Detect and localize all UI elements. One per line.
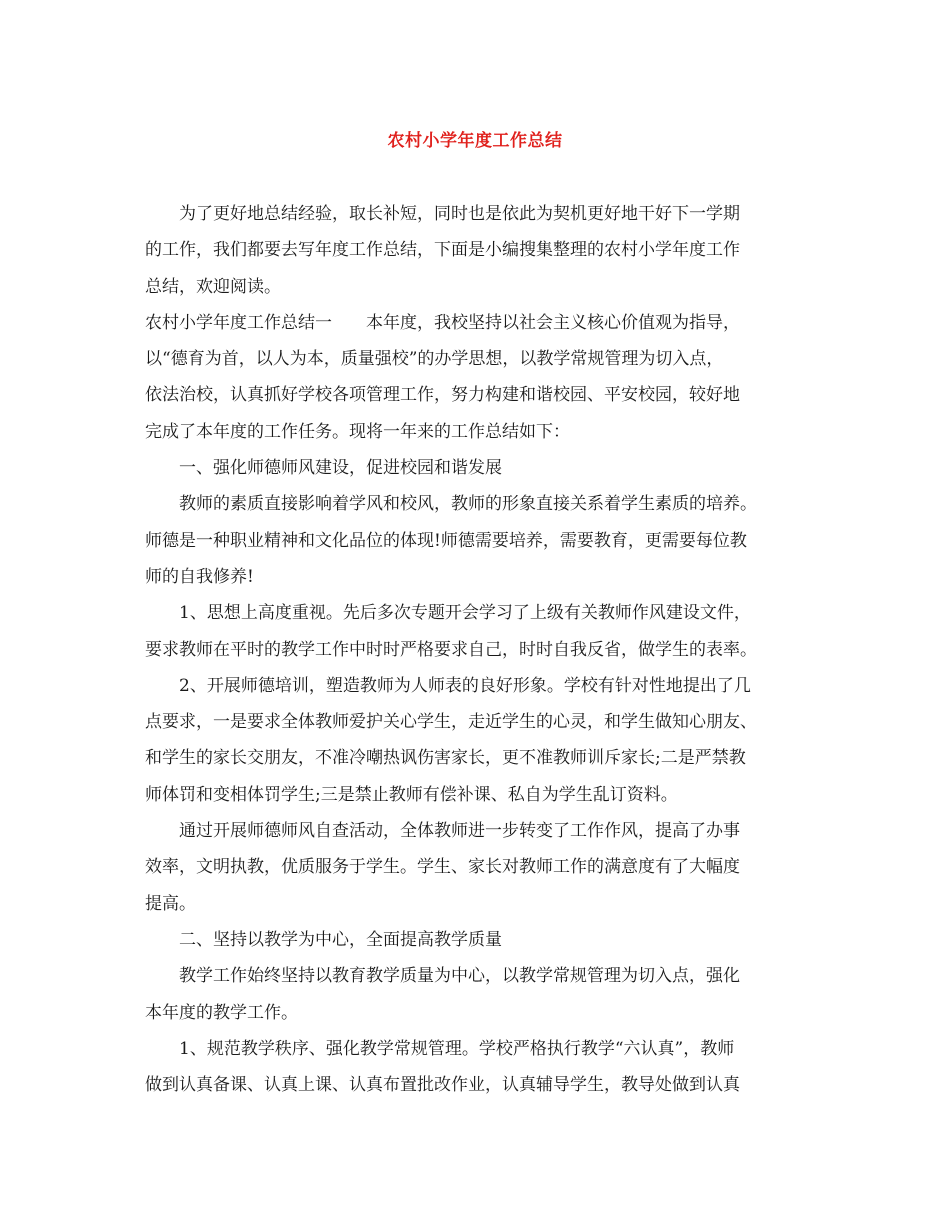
text-line: 要求教师在平时的教学工作中时时严格要求自己，时时自我反省，做学生的表率。 bbox=[145, 639, 757, 660]
text-line: 通过开展师德师风自查活动，全体教师进一步转变了工作作风，提高了办事 bbox=[179, 821, 740, 842]
text-line: 和学生的家长交朋友，不准冷嘲热讽伤害家长，更不准教师训斥家长;二是严禁教 bbox=[145, 748, 746, 769]
text-line: 师德是一种职业精神和文化品位的体现!师德需要培养，需要教育，更需要每位教 bbox=[145, 530, 747, 551]
text-line: 师体罚和变相体罚学生;三是禁止教师有偿补课、私自为学生乱订资料。 bbox=[145, 784, 678, 805]
text-line: 依法治校，认真抓好学校各项管理工作，努力构建和谐校园、平安校园，较好地 bbox=[145, 385, 740, 406]
text-line: 2、开展师德培训，塑造教师为人师表的良好形象。学校有针对性地提出了几 bbox=[179, 675, 751, 696]
text-line: 提高。 bbox=[145, 893, 196, 914]
text-line: 本年度的教学工作。 bbox=[145, 1002, 298, 1023]
text-line: 1、规范教学秩序、强化教学常规管理。学校严格执行教学“六认真”，教师 bbox=[179, 1038, 735, 1059]
text-line: 的工作，我们都要去写年度工作总结，下面是小编搜集整理的农村小学年度工作 bbox=[145, 240, 740, 261]
document-title: 农村小学年度工作总结 bbox=[387, 131, 563, 151]
text-line: 做到认真备课、认真上课、认真布置批改作业，认真辅导学生，教导处做到认真 bbox=[145, 1075, 740, 1096]
text-line: 农村小学年度工作总结一 本年度，我校坚持以社会主义核心价值观为指导， bbox=[145, 312, 740, 333]
text-line: 二、坚持以教学为中心，全面提高教学质量 bbox=[179, 929, 502, 950]
text-line: 师的自我修养! bbox=[145, 566, 254, 587]
text-line: 教学工作始终坚持以教育教学质量为中心，以教学常规管理为切入点，强化 bbox=[179, 966, 740, 987]
text-line: 点要求，一是要求全体教师爱护关心学生，走近学生的心灵，和学生做知心朋友、 bbox=[145, 712, 757, 733]
text-line: 为了更好地总结经验，取长补短，同时也是依此为契机更好地干好下一学期 bbox=[179, 204, 740, 224]
text-line: 一、强化师德师风建设，促进校园和谐发展 bbox=[179, 458, 502, 479]
text-line: 教师的素质直接影响着学风和校风，教师的形象直接关系着学生素质的培养。 bbox=[179, 494, 757, 515]
text-line: 以“德育为首，以人为本，质量强校”的办学思想，以教学常规管理为切入点， bbox=[145, 349, 724, 370]
text-line: 完成了本年度的工作任务。现将一年来的工作总结如下： bbox=[145, 421, 570, 442]
document-body bbox=[145, 196, 813, 1103]
text-line: 总结，欢迎阅读。 bbox=[145, 276, 281, 297]
text-line: 1、思想上高度重视。先后多次专题开会学习了上级有关教师作风建设文件， bbox=[179, 603, 751, 624]
text-line: 效率，文明执教，优质服务于学生。学生、家长对教师工作的满意度有了大幅度 bbox=[145, 857, 740, 878]
